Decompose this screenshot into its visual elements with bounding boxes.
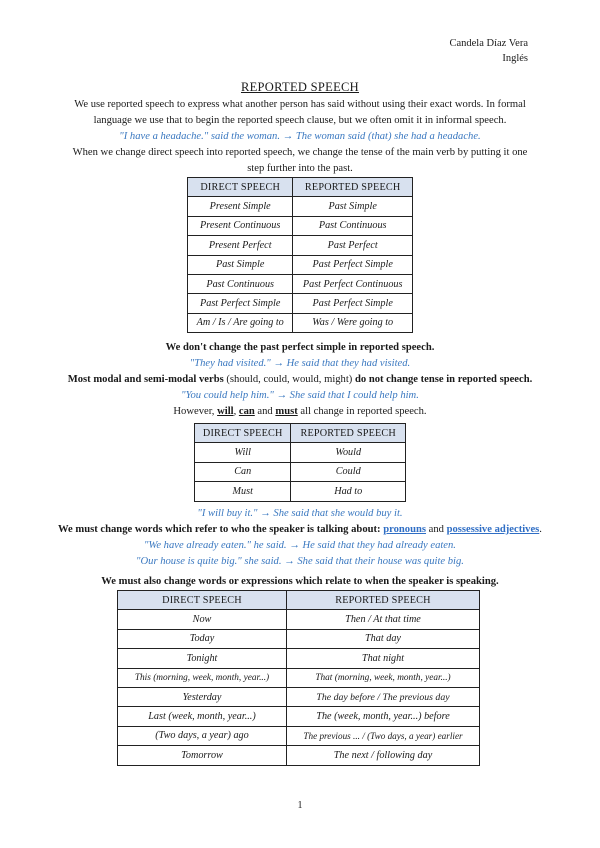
reported-cell: Past Perfect Continuous bbox=[293, 274, 413, 293]
modal-table bbox=[194, 423, 406, 502]
direct-cell: Past Simple bbox=[188, 255, 293, 274]
table-header-row bbox=[188, 178, 413, 197]
intro-line-3: When we change direct speech into reported speech, we change the tense of the main verb by putting it one bbox=[72, 147, 528, 158]
reported-cell: Was / Were going to bbox=[293, 313, 413, 332]
direct-cell: Past Continuous bbox=[188, 274, 293, 293]
rule-pronouns: We must change words which refer to who the speaker is talking about: pronouns and possessive adjectives. bbox=[58, 524, 542, 535]
table-row bbox=[118, 629, 480, 648]
direct-cell: Now bbox=[118, 610, 287, 629]
direct-cell: Tonight bbox=[118, 649, 287, 668]
table-row bbox=[188, 236, 413, 255]
intro-example: "I have a headache." said the woman. → The woman said (that) she had a headache. bbox=[119, 131, 481, 142]
header-reported-speech: REPORTED SPEECH bbox=[291, 424, 406, 443]
rule-will-can-must: However, will, can and must all change in reported speech. bbox=[173, 406, 427, 417]
reported-cell: Had to bbox=[291, 482, 406, 501]
reported-cell: Past Perfect bbox=[293, 236, 413, 255]
page-header bbox=[449, 36, 528, 66]
rule-time: We must also change words or expressions which relate to when the speaker is speaking. bbox=[101, 576, 499, 587]
direct-cell: Tomorrow bbox=[118, 746, 287, 765]
reported-cell: Would bbox=[291, 443, 406, 462]
reported-cell: Past Continuous bbox=[293, 216, 413, 235]
time-expressions-table bbox=[117, 590, 480, 766]
example-pronouns-2: "Our house is quite big." she said. → She said that their house was quite big. bbox=[136, 556, 464, 567]
reported-cell: That night bbox=[287, 649, 480, 668]
intro-line-2: language we use that to begin the reported speech clause, but we often omit it in informal speech. bbox=[93, 115, 507, 126]
direct-cell: Present Continuous bbox=[188, 216, 293, 235]
direct-cell: This (morning, week, month, year...) bbox=[118, 668, 287, 687]
reported-cell: That (morning, week, month, year...) bbox=[287, 668, 480, 687]
direct-cell: (Two days, a year) ago bbox=[118, 726, 287, 745]
table-row bbox=[195, 482, 406, 501]
direct-cell: Present Simple bbox=[188, 197, 293, 216]
table-row bbox=[188, 216, 413, 235]
table-header-row bbox=[195, 424, 406, 443]
intro-line-1: We use reported speech to express what another person has said without using their exact words. In formal bbox=[74, 99, 526, 110]
header-direct-speech: DIRECT SPEECH bbox=[195, 424, 291, 443]
direct-cell: Yesterday bbox=[118, 687, 287, 706]
table-row bbox=[118, 746, 480, 765]
direct-cell: Am / Is / Are going to bbox=[188, 313, 293, 332]
direct-cell: Will bbox=[195, 443, 291, 462]
table-row bbox=[188, 255, 413, 274]
subject-name: Inglés bbox=[502, 53, 528, 64]
possessive-adjectives-link[interactable]: possessive adjectives bbox=[446, 524, 540, 535]
header-reported-speech: REPORTED SPEECH bbox=[287, 591, 480, 610]
reported-cell: Could bbox=[291, 462, 406, 481]
table-row bbox=[118, 668, 480, 687]
page-title: REPORTED SPEECH bbox=[240, 80, 359, 94]
tense-table bbox=[187, 177, 413, 333]
direct-cell: Past Perfect Simple bbox=[188, 294, 293, 313]
rule-modal: Most modal and semi-modal verbs (should, could, would, might) do not change tense in reported speech. bbox=[67, 374, 533, 385]
table-row bbox=[188, 294, 413, 313]
modal-rules bbox=[40, 340, 560, 420]
direct-cell: Today bbox=[118, 629, 287, 648]
header-reported-speech: REPORTED SPEECH bbox=[293, 178, 413, 197]
table-header-row bbox=[118, 591, 480, 610]
reported-cell: The next / following day bbox=[287, 746, 480, 765]
reported-cell: Past Perfect Simple bbox=[293, 294, 413, 313]
intro-paragraph bbox=[40, 97, 560, 177]
rule-past-perfect: We don't change the past perfect simple in reported speech. bbox=[165, 342, 435, 353]
example-pronouns-1: "We have already eaten." he said. → He said that they had already eaten. bbox=[144, 540, 456, 551]
reported-cell: The (week, month, year...) before bbox=[287, 707, 480, 726]
table-row bbox=[118, 687, 480, 706]
example-past-perfect: "They had visited." → He said that they had visited. bbox=[189, 358, 411, 369]
author-name: Candela Díaz Vera bbox=[449, 38, 528, 49]
table-row bbox=[188, 274, 413, 293]
direct-cell: Present Perfect bbox=[188, 236, 293, 255]
direct-cell: Last (week, month, year...) bbox=[118, 707, 287, 726]
table-row bbox=[118, 707, 480, 726]
direct-cell: Must bbox=[195, 482, 291, 501]
reported-cell: Past Simple bbox=[293, 197, 413, 216]
header-direct-speech: DIRECT SPEECH bbox=[188, 178, 293, 197]
table-row bbox=[188, 197, 413, 216]
pronoun-rules bbox=[40, 506, 560, 570]
example-modal: "You could help him." → She said that I could help him. bbox=[181, 390, 419, 401]
reported-cell: Then / At that time bbox=[287, 610, 480, 629]
page-number: 1 bbox=[297, 800, 303, 811]
table-row bbox=[118, 726, 480, 745]
intro-line-4: step further into the past. bbox=[247, 163, 353, 174]
table-row bbox=[118, 610, 480, 629]
reported-cell: The previous ... / (Two days, a year) earlier bbox=[287, 726, 480, 745]
pronouns-link[interactable]: pronouns bbox=[383, 524, 427, 535]
direct-cell: Can bbox=[195, 462, 291, 481]
table-row bbox=[195, 462, 406, 481]
reported-cell: The day before / The previous day bbox=[287, 687, 480, 706]
table-row bbox=[195, 443, 406, 462]
reported-cell: Past Perfect Simple bbox=[293, 255, 413, 274]
reported-cell: That day bbox=[287, 629, 480, 648]
table-row bbox=[188, 313, 413, 332]
header-direct-speech: DIRECT SPEECH bbox=[118, 591, 287, 610]
table-row bbox=[118, 649, 480, 668]
example-will: "I will buy it." → She said that she would buy it. bbox=[197, 508, 403, 519]
